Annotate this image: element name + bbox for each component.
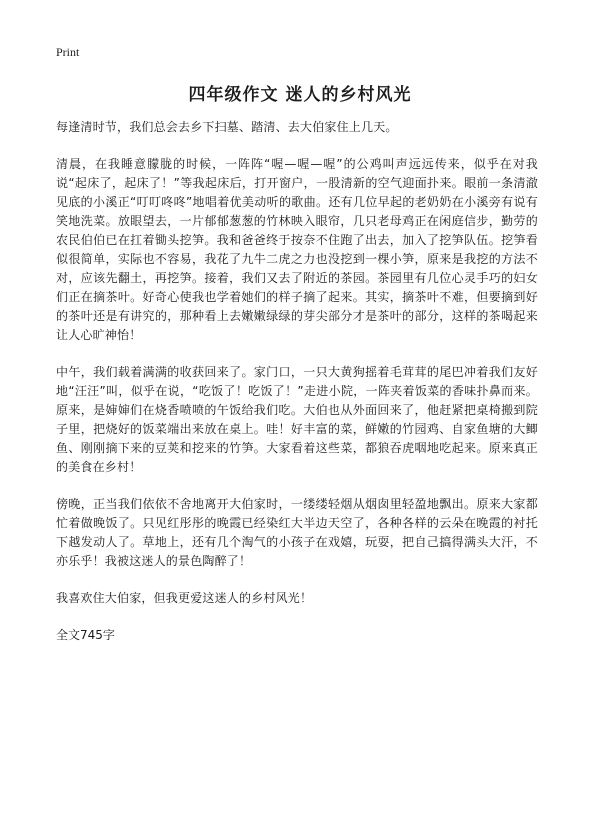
- paragraph-conclusion: 我喜欢住大伯家，但我更爱这迷人的乡村风光！: [56, 591, 313, 605]
- print-link[interactable]: Print: [56, 45, 80, 59]
- paragraph-morning: 清晨，在我睡意朦胧的时候，一阵阵“喔—喔—喔”的公鸡叫声远远传来，似乎在对我说“起床了，起床了！”等我起床后，打开窗户，一股清新的空气迎面扑来。眼前一条清澈见底的小溪正“叮叮咚咚”地唱着优美动听的歌曲。还有几位早起的老奶奶在小溪旁有说有笑地洗菜。放眼望去，一片郁郁葱葱的竹林映入眼帘，几只老母鸡正在闲庭信步，勤劳的农民伯伯已在扛着锄头挖笋。我和爸爸终于按奈不住跑了出去，加入了挖笋队伍。挖笋看似很简单，实际也不容易，我花了九牛二虎之力也没挖到一棵小笋，原来是我挖的方法不对，应该先翻土，再挖笋。接着，我们又去了附近的茶园。茶园里有几位心灵手巧的妇女们正在摘茶叶。好奇心使我也学着她们的样子摘了起来。其实，摘茶叶不难，但要摘到好的茶叶还是有讲究的，那种看上去嫩嫩绿绿的芽尖部分才是茶叶的部分，这样的茶喝起来让人心旷神怡！: [56, 157, 538, 342]
- paragraph-evening: 傍晚，正当我们依依不舍地离开大伯家时，一缕缕轻烟从烟囱里轻盈地飘出。原来大家都忙着做晚饭了。只见红彤彤的晚霞已经染红大半边天空了，各种各样的云朵在晚霞的衬托下越发动人了。草地上，还有几个淘气的小孩子在戏嬉，玩耍，把自己搞得满头大汗，不亦乐乎！我被这迷人的景色陶醉了！: [56, 497, 538, 568]
- word-count: 全文745字: [56, 628, 115, 642]
- article-body: [56, 118, 538, 645]
- paragraph-noon: 中午，我们载着满满的收获回来了。家门口，一只大黄狗摇着毛茸茸的尾巴冲着我们友好地“汪汪”叫，似乎在说，“吃饭了！吃饭了！”走进小院，一阵夹着饭菜的香味扑鼻而来。原来，是婶婶们在烧香喷喷的午饭给我们吃。大伯也从外面回来了，他赶紧把桌椅搬到院子里，把烧好的饭菜端出来放在桌上。哇！好丰富的菜，鲜嫩的竹园鸡、自家鱼塘的大鲫鱼、刚刚摘下来的豆荚和挖来的竹笋。大家看着这些菜，都狼吞虎咽地吃起来。原来真正的美食在乡村！: [56, 365, 538, 474]
- page-title: 四年级作文 迷人的乡村风光: [188, 85, 412, 105]
- paragraph-intro: 每逢清时节，我们总会去乡下扫墓、踏清、去大伯家住上几天。: [56, 120, 398, 134]
